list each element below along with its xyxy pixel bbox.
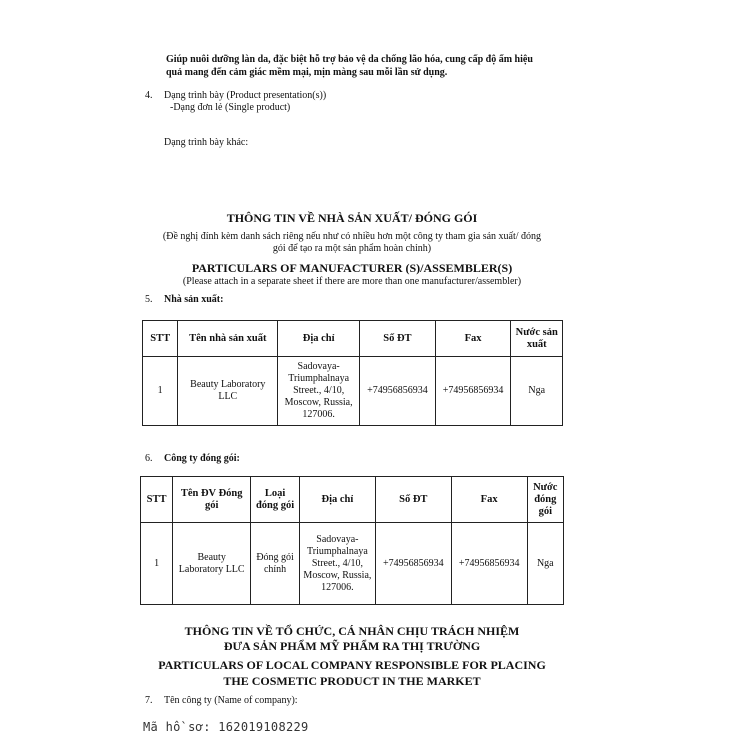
- section-4-number: 4.: [145, 90, 153, 101]
- col-address: Địa chỉ: [278, 321, 360, 357]
- manufacturer-note-vi-1: (Đề nghị đính kèm danh sách riêng nếu như có nhiều hơn một công ty tham gia sản xuất/ đóng: [162, 231, 542, 242]
- cell-phone: +74956856934: [375, 523, 451, 605]
- intro-line-2: quả mang đến cảm giác mềm mại, mịn màng sau mỗi lần sử dụng.: [166, 67, 448, 78]
- section-6-label: Công ty đóng gói:: [164, 453, 240, 464]
- local-company-title-en-2: THE COSMETIC PRODUCT IN THE MARKET: [223, 674, 481, 688]
- cell-address: Sadovaya-Triumphalnaya Street., 4/10, Moscow, Russia, 127006.: [299, 523, 375, 605]
- section-4-value: -Dạng đơn lẻ (Single product): [170, 102, 291, 113]
- cell-address: Sadovaya-Triumphalnaya Street., 4/10, Moscow, Russia, 127006.: [278, 357, 360, 426]
- packager-table-header-row: [141, 477, 564, 523]
- col-phone: Số ĐT: [360, 321, 436, 357]
- cell-fax: +74956856934: [451, 523, 527, 605]
- cell-manufacturer-name: Beauty Laboratory LLC: [178, 357, 278, 426]
- col-packaging-type: Loại đóng gói: [251, 477, 300, 523]
- section-4-other-label: Dạng trình bày khác:: [164, 137, 249, 148]
- section-5-number: 5.: [145, 294, 153, 305]
- cell-country: Nga: [527, 523, 563, 605]
- table-row: [143, 357, 563, 426]
- local-company-title-vi-2: ĐƯA SẢN PHẨM MỸ PHẨM RA THỊ TRƯỜNG: [223, 639, 481, 653]
- manufacturer-note-en: (Please attach in a separate sheet if there are more than one manufacturer/assembler): [182, 276, 522, 287]
- cell-stt: 1: [143, 357, 178, 426]
- col-fax: Fax: [435, 321, 511, 357]
- intro-paragraph: [166, 53, 586, 79]
- col-manufacturer-name: Tên nhà sản xuất: [178, 321, 278, 357]
- col-stt: STT: [141, 477, 173, 523]
- manufacturer-table: [142, 320, 563, 426]
- section-4-label: Dạng trình bày (Product presentation(s)): [164, 90, 327, 101]
- packager-table: [140, 476, 564, 605]
- cell-stt: 1: [141, 523, 173, 605]
- intro-line-1: Giúp nuôi dưỡng làn da, đặc biệt hỗ trợ bảo vệ da chống lão hóa, cung cấp độ ẩm hiệu: [166, 54, 533, 65]
- col-country: Nước đóng gói: [527, 477, 563, 523]
- col-packager-name: Tên ĐV Đóng gói: [173, 477, 251, 523]
- cell-packager-name: Beauty Laboratory LLC: [173, 523, 251, 605]
- col-fax: Fax: [451, 477, 527, 523]
- section-7-label: Tên công ty (Name of company):: [164, 695, 298, 706]
- section-6-number: 6.: [145, 453, 153, 464]
- section-7-number: 7.: [145, 695, 153, 706]
- manufacturer-note-vi-2: gói để tạo ra một sản phẩm hoàn chỉnh): [272, 243, 432, 254]
- local-company-title-en-1: PARTICULARS OF LOCAL COMPANY RESPONSIBLE FOR PLACING: [158, 658, 546, 672]
- cell-fax: +74956856934: [435, 357, 511, 426]
- cell-packaging-type: Đóng gói chính: [251, 523, 300, 605]
- manufacturer-title-en: PARTICULARS OF MANUFACTURER (S)/ASSEMBLER(S): [191, 261, 513, 275]
- cell-country: Nga: [511, 357, 563, 426]
- col-country: Nước sản xuất: [511, 321, 563, 357]
- local-company-title-vi-1: THÔNG TIN VỀ TỔ CHỨC, CÁ NHÂN CHỊU TRÁCH NHIỆM: [184, 624, 520, 638]
- col-address: Địa chỉ: [299, 477, 375, 523]
- manufacturer-table-header-row: [143, 321, 563, 357]
- col-stt: STT: [143, 321, 178, 357]
- manufacturer-title-vi: THÔNG TIN VỀ NHÀ SẢN XUẤT/ ĐÓNG GÓI: [226, 211, 478, 225]
- cell-phone: +74956856934: [360, 357, 436, 426]
- col-phone: Số ĐT: [375, 477, 451, 523]
- section-5-label: Nhà sản xuất:: [164, 294, 224, 305]
- table-row: [141, 523, 564, 605]
- record-id: Mã hồ sơ: 162019108229: [143, 720, 309, 734]
